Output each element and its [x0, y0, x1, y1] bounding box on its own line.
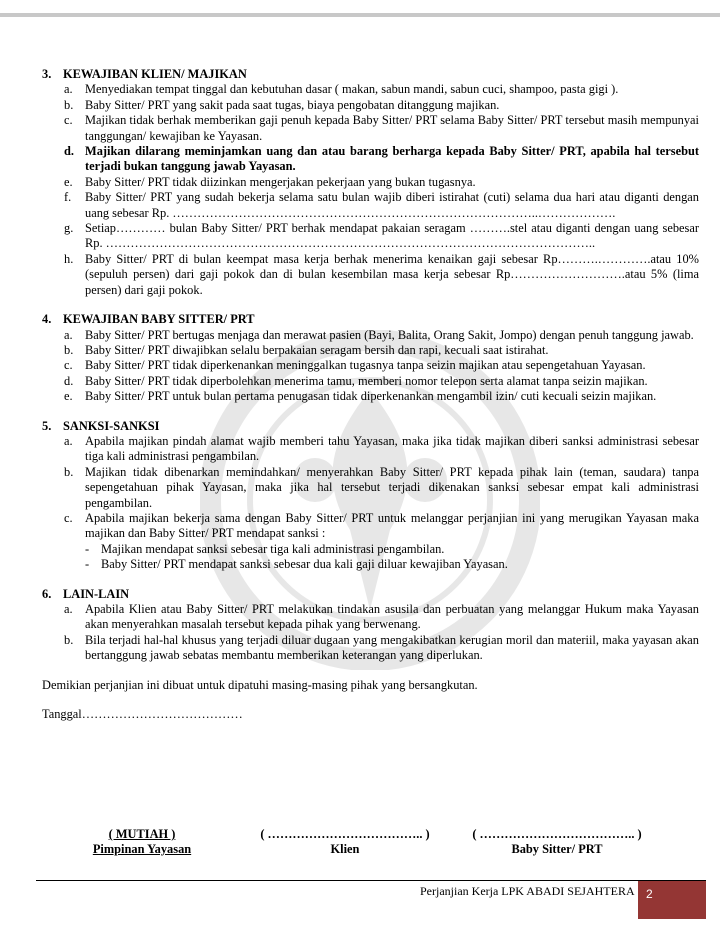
clause-label: b.	[64, 632, 74, 647]
clause-item	[42, 252, 699, 298]
clause-label: b.	[64, 464, 74, 479]
footer-divider	[36, 880, 706, 881]
clause-text: Baby Sitter/ PRT diwajibkan selalu berpakaian seragam bersih dan rapi, kecuali saat istirahat.	[85, 342, 549, 357]
section-title-text: SANKSI-SANKSI	[63, 418, 160, 433]
clause-item	[42, 374, 699, 389]
clause-text: Baby Sitter/ PRT untuk bulan pertama penugasan tidak diperkenankan mengambil izin/ cuti kecuali seizin majikan.	[85, 389, 657, 404]
section-number: 5.	[42, 418, 52, 433]
section-number: 4.	[42, 312, 52, 327]
section-title-text: KEWAJIBAN KLIEN/ MAJIKAN	[63, 67, 247, 81]
clause-label: h.	[64, 251, 74, 266]
date-field: Tanggal…………………………………	[42, 707, 243, 722]
clause-item	[42, 633, 699, 664]
signature-name: ( ……………………………….. )	[260, 827, 430, 841]
clause-list	[42, 602, 699, 664]
clause-label: c.	[64, 113, 73, 128]
section-lain-lain	[42, 587, 699, 664]
clause-text: Baby Sitter/ PRT yang sudah bekerja selama satu bulan wajib diberi istirahat (cuti) selama dua hari atau diganti dengan uang sebesar Rp. ……………………………………………………………………………..……………….	[85, 190, 699, 220]
clause-item	[42, 358, 699, 373]
clause-item	[42, 221, 699, 252]
footer-title: Perjanjian Kerja LPK ABADI SEJAHTERA	[420, 884, 635, 898]
clause-list	[42, 434, 699, 542]
section-title	[42, 67, 699, 82]
clause-text: Baby Sitter/ PRT bertugas menjaga dan merawat pasien (Bayi, Balita, Orang Sakit, Jompo) dengan penuh tanggung jawab.	[85, 327, 694, 342]
clause-item	[42, 343, 699, 358]
clause-label: d.	[64, 144, 74, 159]
closing-statement: Demikian perjanjian ini dibuat untuk dipatuhi masing-masing pihak yang bersangkutan.	[42, 677, 478, 692]
clause-label: b.	[64, 97, 74, 112]
clause-item	[42, 465, 699, 511]
clause-list	[42, 328, 699, 405]
signature-klien	[250, 827, 440, 858]
section-title-text: LAIN-LAIN	[63, 586, 130, 601]
clause-item	[42, 511, 699, 542]
page-top-border	[0, 13, 720, 17]
clause-text: Bila terjadi hal-hal khusus yang terjadi diluar dugaan yang mengakibatkan kerugian moril dan materiil, maka yayasan akan bertanggung jawab sebatas membantu memberikan keterangan yang diperlukan.	[85, 632, 699, 663]
clause-text: Baby Sitter/ PRT yang sakit pada saat tugas, biaya pengobatan ditanggung majikan.	[85, 97, 500, 112]
clause-item	[42, 434, 699, 465]
section-kewajiban-klien	[42, 67, 699, 298]
clause-text: Baby Sitter/ PRT tidak diizinkan mengerjakan pekerjaan yang bukan tugasnya.	[85, 174, 476, 189]
clause-label: a.	[64, 327, 73, 342]
signature-baby-sitter	[462, 827, 652, 858]
signature-name: ( MUTIAH )	[108, 827, 176, 841]
clause-label: f.	[64, 190, 72, 205]
clause-item	[42, 602, 699, 633]
signature-role: Baby Sitter/ PRT	[511, 842, 603, 857]
clause-item	[42, 175, 699, 190]
clause-text: Apabila Klien atau Baby Sitter/ PRT melakukan tindakan asusila dan perbuatan yang melanggar Hukum maka Yayasan akan menyerahkan masalah tersebut kepada pihak yang berwenang.	[85, 602, 699, 632]
clause-label: d.	[64, 373, 74, 388]
clause-item	[42, 98, 699, 113]
clause-item	[42, 389, 699, 404]
clause-text: Baby Sitter/ PRT tidak diperbolehkan menerima tamu, memberi nomor telepon serta alamat tanpa seizin majikan.	[85, 373, 648, 388]
signature-role: Pimpinan Yayasan	[92, 842, 192, 857]
clause-text: Baby Sitter/ PRT di bulan keempat masa kerja berhak menerima kenaikan gaji sebesar Rp……….………….atau 10% (sepuluh persen) dari gaji pokok dan di bulan kesembilan masa kerja sebesar Rp……………………….atau 5% (lima persen) dari gaji pokok.	[85, 251, 699, 297]
clause-item	[42, 144, 699, 175]
clause-label: b.	[64, 342, 74, 357]
page-number-box	[638, 881, 706, 919]
clause-text: Majikan dilarang meminjamkan uang dan atau barang berharga kepada Baby Sitter/ PRT, apabila hal tersebut terjadi bukan tanggung jawab Yayasan.	[85, 144, 699, 174]
clause-item	[42, 82, 699, 97]
clause-label: c.	[64, 358, 73, 373]
sanction-sub-list	[42, 542, 699, 573]
section-number: 6.	[42, 586, 52, 601]
section-sanksi	[42, 419, 699, 573]
clause-text: Setiap………… bulan Baby Sitter/ PRT berhak mendapat pakaian seragam ……….stel atau diganti dengan uang sebesar Rp. ………………………………………………………………………………………………………..	[85, 221, 699, 251]
clause-text: Majikan tidak dibenarkan memindahkan/ menyerahkan Baby Sitter/ PRT kepada pihak lain (teman, saudara) tanpa sepengetahuan pihak Yayasan, maka jika hal tersebut terjadi dikenakan sanksi sebesar empat kali administrasi pengambilan.	[85, 464, 699, 510]
clause-text: Majikan tidak berhak memberikan gaji penuh kepada Baby Sitter/ PRT selama Baby Sitter/ PRT tersebut masih mempunyai tanggungan/ kewajiban ke Yayasan.	[85, 113, 699, 143]
clause-item	[42, 190, 699, 221]
page-number: 2	[646, 887, 653, 901]
clause-text: Baby Sitter/ PRT tidak diperkenankan meninggalkan tugasnya tanpa seizin majikan atau sepengetahuan Yayasan.	[85, 358, 646, 373]
sub-item: - Majikan mendapat sanksi sebesar tiga kali administrasi pengambilan.	[42, 542, 699, 557]
clause-label: e.	[64, 174, 73, 189]
signature-pimpinan	[82, 827, 202, 858]
clause-text: Apabila majikan pindah alamat wajib memberi tahu Yayasan, maka jika tidak majikan diberi sanksi administrasi sebesar tiga kali administrasi pengambilan.	[85, 433, 699, 464]
section-kewajiban-baby-sitter	[42, 312, 699, 404]
clause-text: Menyediakan tempat tinggal dan kebutuhan dasar ( makan, sabun mandi, sabun cuci, shampoo, pasta gigi ).	[85, 82, 619, 97]
clause-label: g.	[64, 221, 74, 236]
clause-label: a.	[64, 433, 73, 448]
clause-label: c.	[64, 510, 73, 525]
clause-list	[42, 82, 699, 298]
clause-label: a.	[64, 602, 73, 616]
signature-name: ( ……………………………….. )	[472, 827, 642, 841]
clause-text: Apabila majikan bekerja sama dengan Baby Sitter/ PRT untuk melanggar perjanjian ini yang merugikan Yayasan maka majikan dan Baby Sitter/ PRT mendapat sanksi :	[85, 510, 699, 541]
sub-item: - Baby Sitter/ PRT mendapat sanksi sebesar dua kali gaji diluar kewajiban Yayasan.	[42, 557, 699, 572]
document-body	[42, 67, 699, 722]
section-title	[42, 587, 699, 602]
clause-label: e.	[64, 389, 73, 404]
section-number: 3.	[42, 67, 52, 81]
section-title	[42, 419, 699, 434]
clause-item	[42, 328, 699, 343]
clause-item	[42, 113, 699, 144]
section-title	[42, 312, 699, 327]
clause-label: a.	[64, 82, 73, 97]
signature-role: Klien	[330, 842, 360, 857]
section-title-text: KEWAJIBAN BABY SITTER/ PRT	[63, 312, 255, 327]
